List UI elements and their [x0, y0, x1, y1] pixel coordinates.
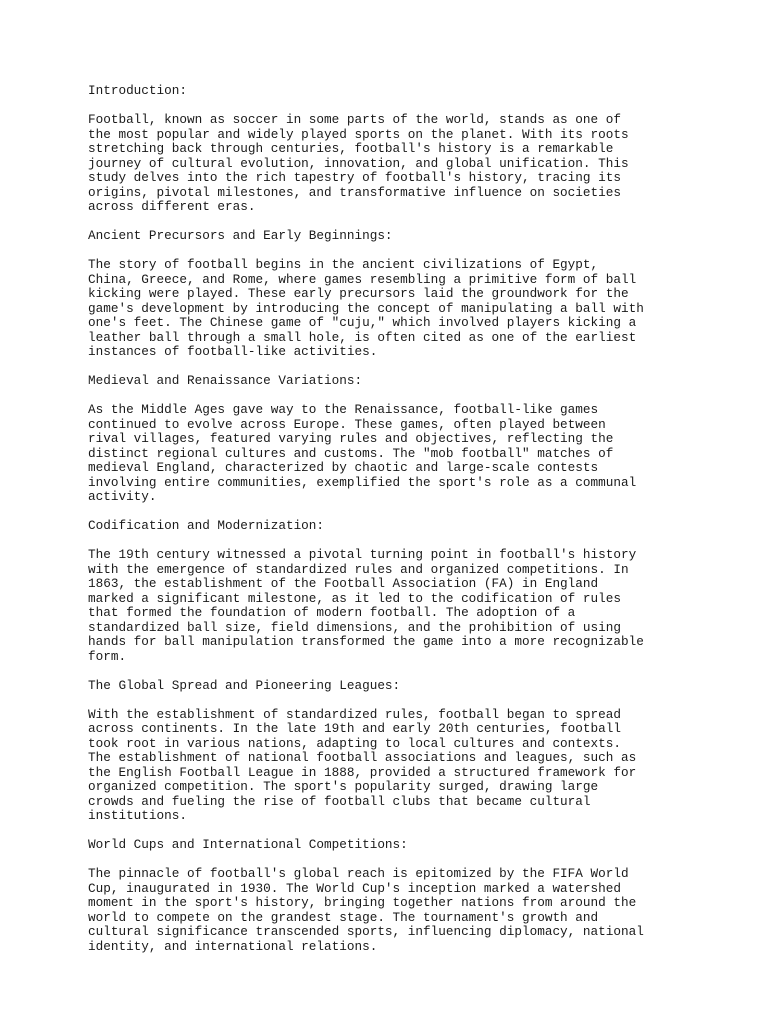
paragraph-line: game's development by introducing the concept of manipulating a ball with — [88, 300, 644, 316]
paragraph-line: The pinnacle of football's global reach is epitomized by the FIFA World — [88, 866, 629, 881]
paragraph-line: With the establishment of standardized rules, football began to spread — [88, 706, 621, 722]
paragraph-line: identity, and international relations. — [88, 938, 378, 954]
section-medieval-renaissance — [88, 374, 708, 505]
section-ancient-precursors — [88, 229, 708, 360]
section-world-cups — [88, 838, 708, 954]
section-heading: Codification and Modernization: — [88, 518, 325, 533]
paragraph-line: standardized ball size, field dimensions, and the prohibition of using — [88, 619, 621, 635]
paragraph-line: The establishment of national football associations and leagues, such as — [88, 750, 637, 765]
document-page — [88, 84, 708, 969]
paragraph-line: origins, pivotal milestones, and transformative influence on societies — [88, 184, 621, 200]
paragraph-line: involving entire communities, exemplified the sport's role as a communal — [88, 474, 637, 490]
section-codification — [88, 519, 708, 664]
section-paragraph — [88, 867, 708, 954]
section-paragraph — [88, 403, 708, 505]
paragraph-line: cultural significance transcended sports, influencing diplomacy, national — [88, 924, 644, 939]
paragraph-line: one's feet. The Chinese game of "cuju," which involved players kicking a — [88, 315, 637, 330]
paragraph-line: institutions. — [88, 808, 187, 823]
paragraph-line: with the emergence of standardized rules and organized competitions. In — [88, 561, 629, 577]
paragraph-line: crowds and fueling the rise of football clubs that became cultural — [88, 793, 591, 809]
paragraph-line: kicking were played. These early precursors laid the groundwork for the — [88, 286, 629, 301]
paragraph-line: instances of football-like activities. — [88, 344, 378, 359]
paragraph-line: Football, known as soccer in some parts of the world, stands as one of — [88, 112, 621, 127]
paragraph-line: the English Football League in 1888, provided a structured framework for — [88, 764, 637, 780]
section-paragraph — [88, 113, 708, 215]
paragraph-line: the most popular and widely played sports on the planet. With its roots — [88, 126, 629, 142]
paragraph-line: 1863, the establishment of the Football Association (FA) in England — [88, 576, 599, 591]
paragraph-line: activity. — [88, 489, 157, 504]
paragraph-line: continued to evolve across Europe. These games, often played between — [88, 416, 606, 432]
section-introduction — [88, 84, 708, 215]
paragraph-line: stretching back through centuries, football's history is a remarkable — [88, 141, 614, 156]
section-paragraph — [88, 548, 708, 664]
paragraph-line: The 19th century witnessed a pivotal turning point in football's history — [88, 547, 637, 562]
paragraph-line: distinct regional cultures and customs. The "mob football" matches of — [88, 445, 614, 461]
section-global-spread — [88, 679, 708, 824]
paragraph-line: organized competition. The sport's popularity surged, drawing large — [88, 779, 599, 794]
paragraph-line: took root in various nations, adapting to local cultures and contexts. — [88, 735, 621, 751]
paragraph-line: As the Middle Ages gave way to the Renaissance, football-like games — [88, 402, 599, 417]
section-paragraph — [88, 258, 708, 360]
section-heading: World Cups and International Competitions: — [88, 837, 408, 852]
paragraph-line: across different eras. — [88, 199, 256, 214]
paragraph-line: world to compete on the grandest stage. The tournament's growth and — [88, 909, 599, 925]
section-heading: The Global Spread and Pioneering Leagues: — [88, 677, 401, 693]
paragraph-line: Cup, inaugurated in 1930. The World Cup's inception marked a watershed — [88, 880, 621, 896]
section-heading: Medieval and Renaissance Variations: — [88, 373, 363, 388]
paragraph-line: marked a significant milestone, as it led to the codification of rules — [88, 590, 621, 606]
section-heading: Introduction: — [88, 83, 187, 98]
paragraph-line: form. — [88, 648, 127, 664]
paragraph-line: leather ball through a small hole, is often cited as one of the earliest — [88, 329, 637, 345]
paragraph-line: moment in the sport's history, bringing together nations from around the — [88, 895, 637, 910]
paragraph-line: rival villages, featured varying rules and objectives, reflecting the — [88, 431, 614, 446]
paragraph-line: medieval England, characterized by chaotic and large-scale contests — [88, 460, 599, 475]
section-paragraph — [88, 708, 708, 824]
paragraph-line: that formed the foundation of modern football. The adoption of a — [88, 605, 576, 620]
section-heading: Ancient Precursors and Early Beginnings: — [88, 228, 393, 243]
paragraph-line: hands for ball manipulation transformed the game into a more recognizable — [88, 634, 644, 649]
paragraph-line: The story of football begins in the ancient civilizations of Egypt, — [88, 257, 599, 272]
paragraph-line: across continents. In the late 19th and early 20th centuries, football — [88, 721, 621, 736]
paragraph-line: study delves into the rich tapestry of football's history, tracing its — [88, 170, 621, 185]
paragraph-line: journey of cultural evolution, innovation, and global unification. This — [88, 155, 629, 171]
paragraph-line: China, Greece, and Rome, where games resembling a primitive form of ball — [88, 271, 637, 287]
